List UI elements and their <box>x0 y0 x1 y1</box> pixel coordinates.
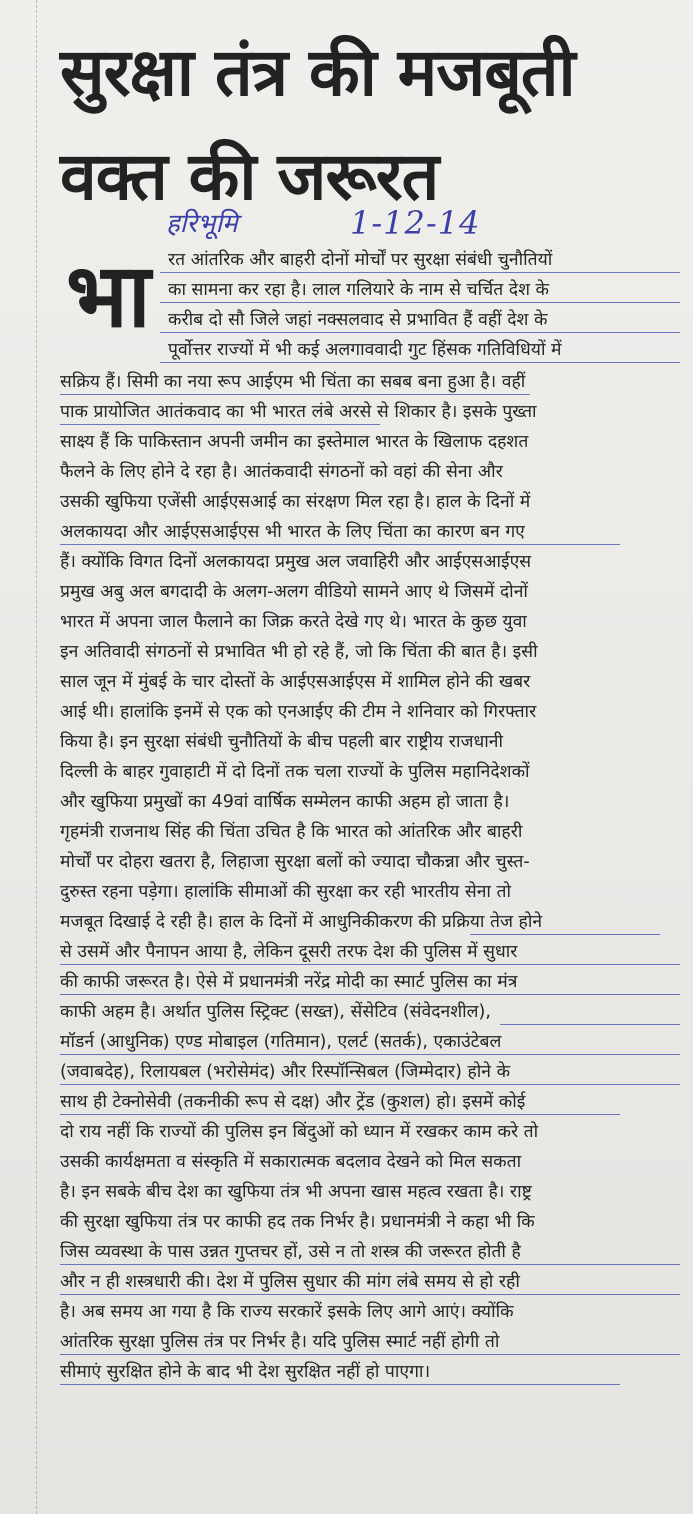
article-line: प्रमुख अबु अल बगदादी के अलग-अलग वीडियो सामने आए थे जिसमें दोनों <box>60 582 528 602</box>
pen-underline <box>500 1024 680 1025</box>
pen-underline <box>60 1054 680 1055</box>
drop-cap: भा <box>66 244 151 347</box>
article-line: हैं। क्योंकि विगत दिनों अलकायदा प्रमुख अल जवाहिरी और आईएसआईएस <box>60 552 532 572</box>
article-line: है। अब समय आ गया है कि राज्य सरकारें इसके लिए आगे आएं। क्योंकि <box>60 1302 514 1322</box>
article-line: उसकी कार्यक्षमता व संस्कृति में सकारात्मक बदलाव देखने को मिल सकता <box>60 1152 522 1172</box>
article-line: सक्रिय हैं। सिमी का नया रूप आईएम भी चिंता का सबब बना हुआ है। वहीं <box>60 372 526 392</box>
pen-underline <box>60 1384 620 1385</box>
article-line: की काफी जरूरत है। ऐसे में प्रधानमंत्री नरेंद्र मोदी का स्मार्ट पुलिस का मंत्र <box>60 972 518 992</box>
pen-underline <box>470 934 660 935</box>
pen-underline <box>160 362 680 363</box>
article-line: इन अतिवादी संगठनों से प्रभावित भी हो रहे हैं, जो कि चिंता की बात है। इसी <box>60 642 538 662</box>
headline-line-1: सुरक्षा तंत्र की मजबूती <box>60 34 575 111</box>
article-line: आंतरिक सुरक्षा पुलिस तंत्र पर निर्भर है। यदि पुलिस स्मार्ट नहीं होगी तो <box>60 1332 500 1352</box>
article-line: जिस व्यवस्था के पास उन्नत गुप्तचर हों, उसे न तो शस्त्र की जरूरत होती है <box>60 1242 521 1262</box>
article-line: साक्ष्य हैं कि पाकिस्तान अपनी जमीन का इस्तेमाल भारत के खिलाफ दहशत <box>60 432 529 452</box>
article-line: का सामना कर रहा है। लाल गलियारे के नाम से चर्चित देश के <box>168 280 549 300</box>
article-line: काफी अहम है। अर्थात पुलिस स्ट्रिक्ट (सख्त), सेंसेटिव (संवेदनशील), <box>60 1002 491 1022</box>
pen-underline <box>60 424 380 425</box>
pen-underline <box>60 1114 620 1115</box>
article-line: साल जून में मुंबई के चार दोस्तों के आईएसआईएस में शामिल होने की खबर <box>60 672 531 692</box>
pen-underline <box>60 964 680 965</box>
article-line: उसकी खुफिया एजेंसी आईएसआई का संरक्षण मिल रहा है। हाल के दिनों में <box>60 492 531 512</box>
article-line: दिल्ली के बाहर गुवाहाटी में दो दिनों तक चला राज्यों के पुलिस महानिदेशकों <box>60 762 530 782</box>
article-line: पूर्वोत्तर राज्यों में भी कई अलगाववादी गुट हिंसक गतिविधियों में <box>168 340 562 360</box>
article-line: और न ही शस्त्रधारी की। देश में पुलिस सुधार की मांग लंबे समय से हो रही <box>60 1272 520 1292</box>
article-line: से उसमें और पैनापन आया है, लेकिन दूसरी तरफ देश की पुलिस में सुधार <box>60 942 518 962</box>
article-line: है। इन सबके बीच देश का खुफिया तंत्र भी अपना खास महत्व रखता है। राष्ट्र <box>60 1182 532 1202</box>
article-line: पाक प्रायोजित आतंकवाद का भी भारत लंबे अरसे से शिकार है। इसके पुख्ता <box>60 402 537 422</box>
article-line: की सुरक्षा खुफिया तंत्र पर काफी हद तक निर्भर है। प्रधानमंत्री ने कहा भी कि <box>60 1212 535 1232</box>
pen-underline <box>60 544 620 545</box>
pen-underline <box>160 272 680 273</box>
pen-underline <box>60 994 680 995</box>
article-line: दो राय नहीं कि राज्यों की पुलिस इन बिंदुओं को ध्यान में रखकर काम करे तो <box>60 1122 539 1142</box>
pen-underline <box>60 394 530 395</box>
article-line: फैलने के लिए होने दे रहा है। आतंकवादी संगठनों को वहां की सेना और <box>60 462 503 482</box>
article-line: रत आंतरिक और बाहरी दोनों मोर्चों पर सुरक्षा संबंधी चुनौतियों <box>168 250 553 270</box>
article-line: साथ ही टेक्नोसेवी (तकनीकी रूप से दक्ष) और ट्रेंड (कुशल) हो। इसमें कोई <box>60 1092 526 1112</box>
article-line: गृहमंत्री राजनाथ सिंह की चिंता उचित है कि भारत को आंतरिक और बाहरी <box>60 822 523 842</box>
pen-underline <box>60 1294 680 1295</box>
article-line: किया है। इन सुरक्षा संबंधी चुनौतियों के बीच पहली बार राष्ट्रीय राजधानी <box>60 732 504 752</box>
pen-underline <box>60 1084 680 1085</box>
article-line: अलकायदा और आईएसआईएस भी भारत के लिए चिंता का कारण बन गए <box>60 522 525 542</box>
pen-underline <box>160 332 680 333</box>
article-line: (जवाबदेह), रिलायबल (भरोसेमंद) और रिस्पॉन्सिबल (जिम्मेदार) होने के <box>60 1062 511 1082</box>
article-line: मजबूत दिखाई दे रही है। हाल के दिनों में आधुनिकीकरण की प्रक्रिया तेज होने <box>60 912 543 932</box>
handwritten-date-note: 1-12-14 <box>350 204 481 242</box>
pen-underline <box>160 302 680 303</box>
article-line: मॉडर्न (आधुनिक) एण्ड मोबाइल (गतिमान), एलर्ट (सतर्क), एकाउंटेबल <box>60 1032 502 1052</box>
article-line: सीमाएं सुरक्षित होने के बाद भी देश सुरक्षित नहीं हो पाएगा। <box>60 1362 431 1382</box>
headline-line-2: वक्त की जरूरत <box>60 138 439 215</box>
article-line: करीब दो सौ जिले जहां नक्सलवाद से प्रभावित हैं वहीं देश के <box>168 310 548 330</box>
pen-underline <box>60 1354 680 1355</box>
handwritten-source-note: हरिभूमि <box>166 209 238 239</box>
article-line: और खुफिया प्रमुखों का 49वां वार्षिक सम्मेलन काफी अहम हो जाता है। <box>60 792 510 812</box>
article-line: दुरुस्त रहना पड़ेगा। हालांकि सीमाओं की सुरक्षा कर रही भारतीय सेना तो <box>60 882 512 902</box>
article-line: आई थी। हालांकि इनमें से एक को एनआईए की टीम ने शनिवार को गिरफ्तार <box>60 702 537 722</box>
article-line: भारत में अपना जाल फैलाने का जिक्र करते देखे गए थे। भारत के कुछ युवा <box>60 612 527 632</box>
article-line: मोर्चों पर दोहरा खतरा है, लिहाजा सुरक्षा बलों को ज्यादा चौकन्ना और चुस्त- <box>60 852 530 872</box>
pen-underline <box>60 1264 680 1265</box>
